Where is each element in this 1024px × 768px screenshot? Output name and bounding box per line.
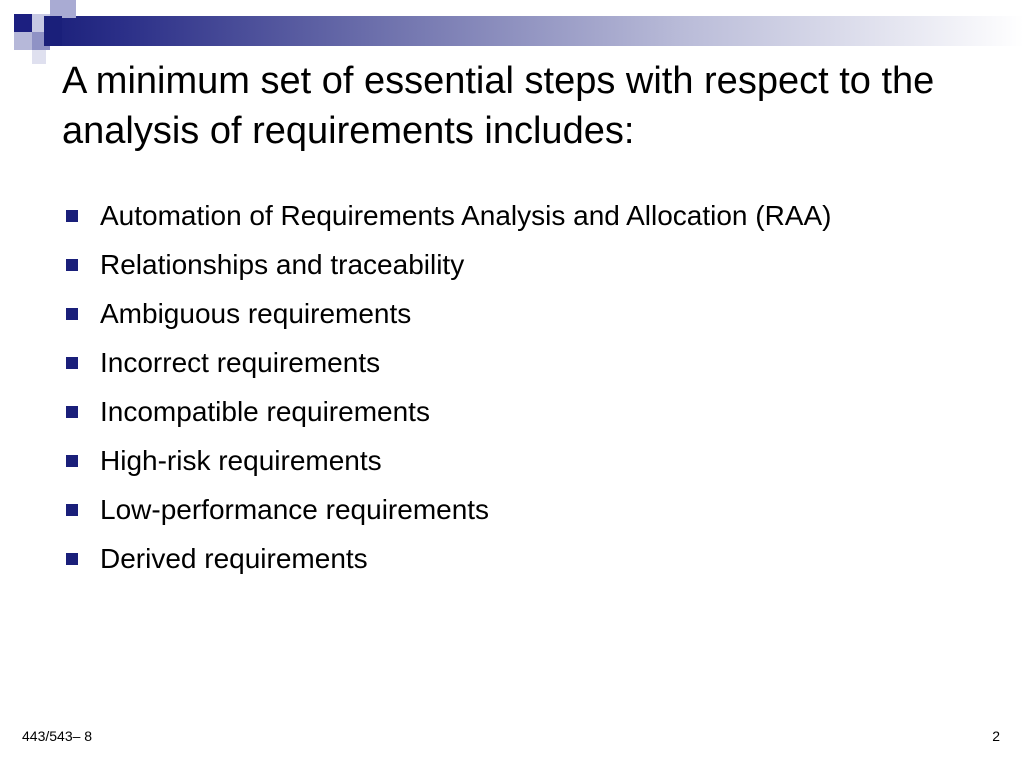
bullet-item [60,441,960,480]
bullet-item [60,196,960,235]
square-bullet-icon [66,259,78,271]
square-bullet-icon [66,308,78,320]
bullet-text: Incompatible requirements [100,396,430,427]
square-bullet-icon [66,406,78,418]
square-bullet-icon [66,455,78,467]
decorative-square [14,14,32,32]
bullet-item [60,539,960,578]
bullet-item [60,392,960,431]
bullet-text: Relationships and traceability [100,249,465,280]
bullet-item [60,343,960,382]
square-bullet-icon [66,504,78,516]
bullet-text: Ambiguous requirements [100,298,412,329]
bullet-text: Incorrect requirements [100,347,381,378]
bullet-item [60,294,960,333]
square-bullet-icon [66,210,78,222]
bullet-item [60,490,960,529]
page-number: 2 [992,728,1000,744]
bullet-item [60,245,960,284]
bullet-text: High-risk requirements [100,445,382,476]
decorative-square [32,50,46,64]
footer-course-label: 443/543– 8 [22,728,93,744]
square-bullet-icon [66,553,78,565]
bullet-text: Automation of Requirements Analysis and Allocation (RAA) [100,200,832,231]
bullet-text: Low-performance requirements [100,494,490,525]
bullet-text: Derived requirements [100,543,368,574]
square-bullet-icon [66,357,78,369]
decorative-square [14,32,32,50]
bullet-list [60,196,960,588]
decorative-square [44,16,62,46]
slide-title: A minimum set of essential steps with respect to the analysis of requirements includes: [62,60,935,152]
header-gradient-bar [44,16,1024,46]
